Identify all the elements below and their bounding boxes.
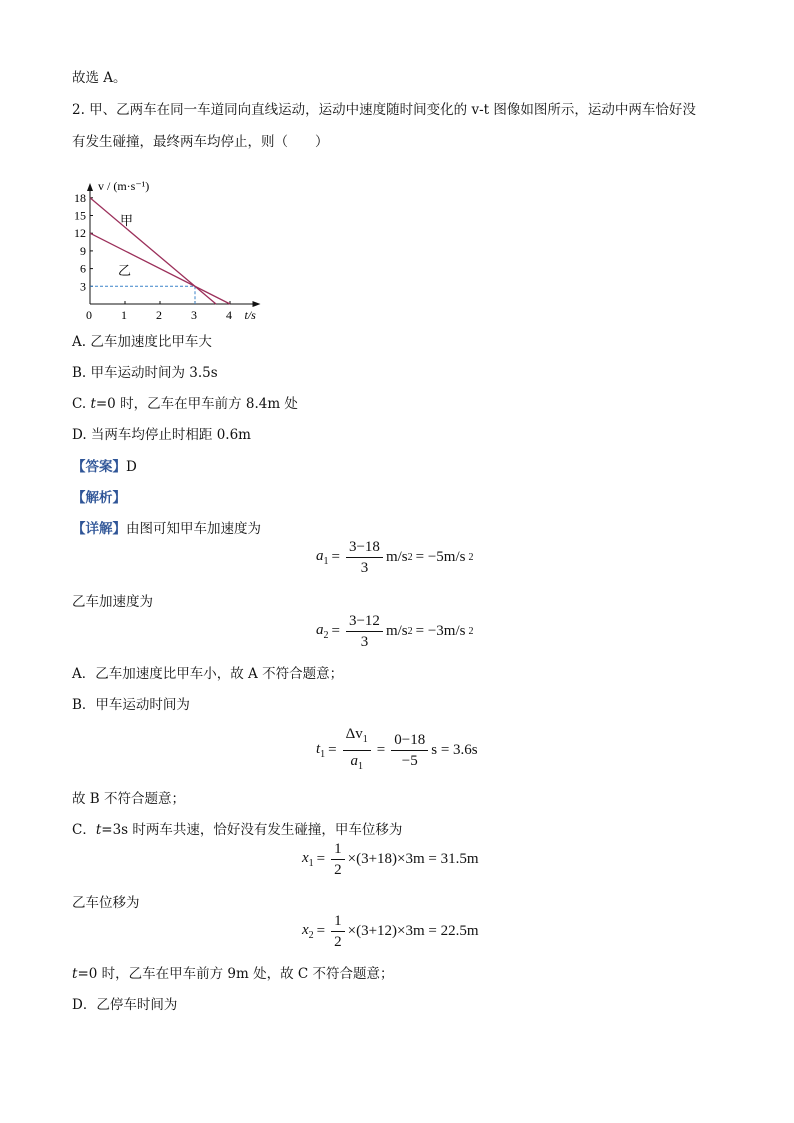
chart-axes — [87, 179, 261, 322]
series-label-2: 乙 — [118, 263, 132, 279]
b-analysis-line: B．甲车运动时间为 — [72, 697, 190, 713]
y-tick-label: 12 — [74, 226, 86, 241]
x-tick-label: 1 — [121, 308, 127, 322]
equation-a2: $a_2$ = $\frac{3-12}{3}$ m/s 2 = −3m/s 2 — [316, 613, 474, 650]
equation-x1: $x_1$ = $\frac{1}{2}$ ×(3+18)×3m = 31.5m — [302, 841, 479, 878]
y-tick-label: 15 — [74, 208, 86, 223]
y-tick-label: 3 — [80, 279, 86, 294]
x-axis-label: t/s — [244, 308, 256, 322]
y-tick-label: 6 — [80, 261, 86, 276]
y-tick-label: 18 — [74, 190, 86, 205]
equation-a1: $a_1$ = $\frac{3-18}{3}$ m/s 2 = −5m/s 2 — [316, 539, 474, 576]
series-line-2 — [90, 233, 230, 304]
answer-tag: 【答案】 — [72, 459, 126, 475]
x-axis-arrow — [253, 301, 261, 307]
intro-line: 故选 A。 — [72, 70, 127, 86]
x-tick-label: 2 — [156, 308, 162, 322]
a-analysis-line: A．乙车加速度比甲车小，故 A 不符合题意； — [72, 666, 344, 682]
analysis-tag: 【解析】 — [72, 490, 126, 506]
vt-chart — [68, 155, 268, 325]
y-axis-label: v / (m·s⁻¹) — [98, 178, 150, 193]
yi-acc-line: 乙车加速度为 — [72, 594, 153, 610]
question-2-line-2: 有发生碰撞，最终两车均停止，则（ ） — [72, 134, 329, 150]
y-axis-arrow — [87, 183, 93, 191]
c-analysis-line: C．t=3s 时两车共速，恰好没有发生碰撞，甲车位移为 — [72, 822, 403, 838]
y-tick-label: 9 — [80, 243, 86, 258]
answer-value: D — [126, 459, 137, 475]
option-c: C. t=0 时，乙车在甲车前方 8.4m 处 — [72, 396, 298, 412]
b-conclusion-line: 故 B 不符合题意； — [72, 791, 186, 807]
option-a: A. 乙车加速度比甲车大 — [72, 334, 212, 350]
detail-tag: 【详解】 — [72, 521, 126, 537]
series-label-1: 甲 — [120, 212, 134, 228]
equation-x2: $x_2$ = $\frac{1}{2}$ ×(3+12)×3m = 22.5m — [302, 913, 479, 950]
t0-line: t=0 时，乙车在甲车前方 9m 处，故 C 不符合题意； — [72, 966, 394, 982]
d-analysis-line: D．乙停车时间为 — [72, 997, 178, 1013]
question-2-line-1: 2. 甲、乙两车在同一车道同向直线运动，运动中速度随时间变化的 v-t 图像如图所示，运动中两车恰好没 — [72, 102, 696, 118]
equation-t1: $t_1$ = $\frac{\Delta v_1}{a_1}$ = $\frac{0-18}{-5}$ s = 3.6s — [316, 726, 478, 772]
answer-line — [72, 455, 137, 475]
detail-line: 【详解】由图可知甲车加速度为 — [72, 521, 261, 537]
x-tick-label: 4 — [226, 308, 232, 322]
option-b: B. 甲车运动时间为 3.5s — [72, 365, 218, 381]
chart-ticks — [74, 191, 232, 322]
option-d: D. 当两车均停止时相距 0.6m — [72, 427, 251, 443]
yi-disp-line: 乙车位移为 — [72, 895, 140, 911]
x-tick-label: 0 — [86, 308, 92, 322]
chart-series — [90, 198, 230, 304]
x-tick-label: 3 — [191, 308, 197, 322]
